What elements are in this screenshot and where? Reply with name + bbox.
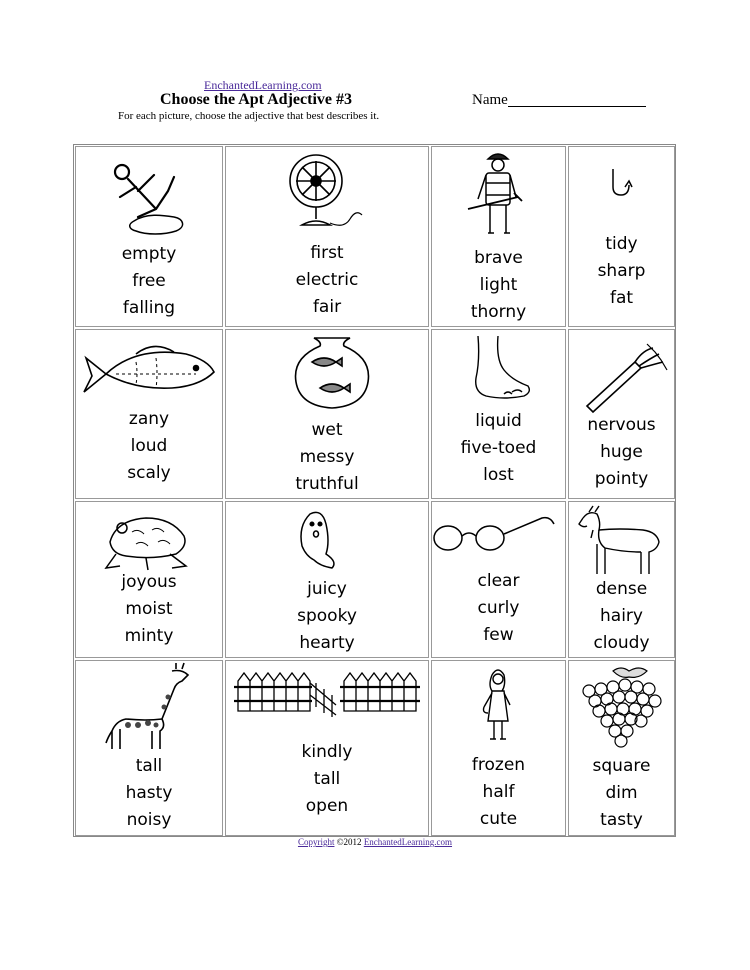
word-option[interactable]: square xyxy=(592,756,651,776)
cell-girl xyxy=(431,660,566,836)
word-option[interactable]: half xyxy=(482,782,515,802)
word-option[interactable]: tall xyxy=(313,769,341,789)
word-option[interactable]: frozen xyxy=(471,755,526,775)
page-title: Choose the Apt Adjective #3 xyxy=(160,91,352,108)
word-option[interactable]: huge xyxy=(600,442,643,462)
cell-fan xyxy=(225,146,429,327)
word-option[interactable]: five-toed xyxy=(460,438,537,458)
word-option[interactable]: dim xyxy=(605,783,638,803)
fork-icon xyxy=(569,330,676,415)
footer xyxy=(0,837,750,847)
site-link[interactable]: EnchantedLearning.com xyxy=(204,78,322,92)
falling-stick-figure-icon xyxy=(76,147,224,237)
word-option[interactable]: joyous xyxy=(121,572,177,592)
fence-icon xyxy=(226,661,430,721)
word-option[interactable]: few xyxy=(483,625,514,645)
word-option[interactable]: noisy xyxy=(126,810,172,830)
word-option[interactable]: zany xyxy=(128,409,170,429)
cell-foot xyxy=(431,329,566,499)
word-option[interactable]: free xyxy=(132,271,166,291)
cell-hook xyxy=(568,146,675,327)
word-option[interactable]: minty xyxy=(124,626,174,646)
hook-icon xyxy=(569,147,676,217)
cell-fish xyxy=(75,329,223,499)
cell-fork xyxy=(568,329,675,499)
cell-grapes xyxy=(568,660,675,836)
worksheet-grid xyxy=(73,144,676,837)
name-label: Name xyxy=(472,92,508,108)
grapes-icon xyxy=(569,661,676,751)
word-option[interactable]: moist xyxy=(125,599,173,619)
cell-glasses xyxy=(431,501,566,658)
fishbowl-icon xyxy=(226,330,430,415)
cell-falling xyxy=(75,146,223,327)
word-option[interactable]: tasty xyxy=(600,810,643,830)
word-option[interactable]: clear xyxy=(477,571,520,591)
cell-frog xyxy=(75,501,223,658)
word-option[interactable]: lost xyxy=(483,465,514,485)
goat-icon xyxy=(569,502,676,577)
word-option[interactable]: fair xyxy=(312,297,342,317)
ghost-icon xyxy=(226,502,430,582)
word-option[interactable]: hasty xyxy=(125,783,173,803)
copyright-link[interactable]: Copyright xyxy=(297,837,335,847)
girl-icon xyxy=(432,661,567,746)
word-option[interactable]: sharp xyxy=(597,261,646,281)
cell-fishbowl xyxy=(225,329,429,499)
glasses-icon xyxy=(432,502,567,567)
word-option[interactable]: nervous xyxy=(587,415,656,435)
word-option[interactable]: truthful xyxy=(295,474,359,494)
word-option[interactable]: kindly xyxy=(301,742,353,762)
foot-icon xyxy=(432,330,567,405)
word-option[interactable]: tidy xyxy=(605,234,638,254)
word-option[interactable]: first xyxy=(310,243,344,263)
instructions: For each picture, choose the adjective that best describes it. xyxy=(118,110,380,122)
word-option[interactable]: messy xyxy=(299,447,355,467)
word-option[interactable]: light xyxy=(479,275,518,295)
word-option[interactable]: juicy xyxy=(307,579,347,599)
word-option[interactable]: curly xyxy=(477,598,520,618)
word-option[interactable]: open xyxy=(305,796,349,816)
word-option[interactable]: liquid xyxy=(475,411,522,431)
name-line[interactable] xyxy=(508,106,646,107)
word-option[interactable]: brave xyxy=(474,248,523,268)
cell-fence xyxy=(225,660,429,836)
electric-fan-icon xyxy=(226,147,430,237)
word-option[interactable]: pointy xyxy=(594,469,649,489)
word-option[interactable]: wet xyxy=(311,420,343,440)
word-option[interactable]: spooky xyxy=(297,606,357,626)
cell-goat xyxy=(568,501,675,658)
word-option[interactable]: thorny xyxy=(470,302,527,322)
copyright-year: ©2012 xyxy=(336,837,362,847)
firefighter-icon xyxy=(432,147,567,247)
fish-icon xyxy=(76,330,224,410)
footer-site-link[interactable]: EnchantedLearning.com xyxy=(363,837,453,847)
word-option[interactable]: dense xyxy=(595,579,648,599)
word-option[interactable]: tall xyxy=(135,756,163,776)
word-option[interactable]: falling xyxy=(122,298,176,318)
word-option[interactable]: hearty xyxy=(299,633,355,653)
word-option[interactable]: fat xyxy=(609,288,634,308)
giraffe-icon xyxy=(76,661,224,751)
word-option[interactable]: hairy xyxy=(600,606,643,626)
frog-icon xyxy=(76,502,224,577)
word-option[interactable]: empty xyxy=(121,244,177,264)
word-option[interactable]: cute xyxy=(479,809,518,829)
word-option[interactable]: cloudy xyxy=(593,633,650,653)
word-option[interactable]: scaly xyxy=(127,463,171,483)
word-option[interactable]: electric xyxy=(295,270,359,290)
word-option[interactable]: loud xyxy=(130,436,168,456)
cell-firefighter xyxy=(431,146,566,327)
cell-ghost xyxy=(225,501,429,658)
cell-giraffe xyxy=(75,660,223,836)
